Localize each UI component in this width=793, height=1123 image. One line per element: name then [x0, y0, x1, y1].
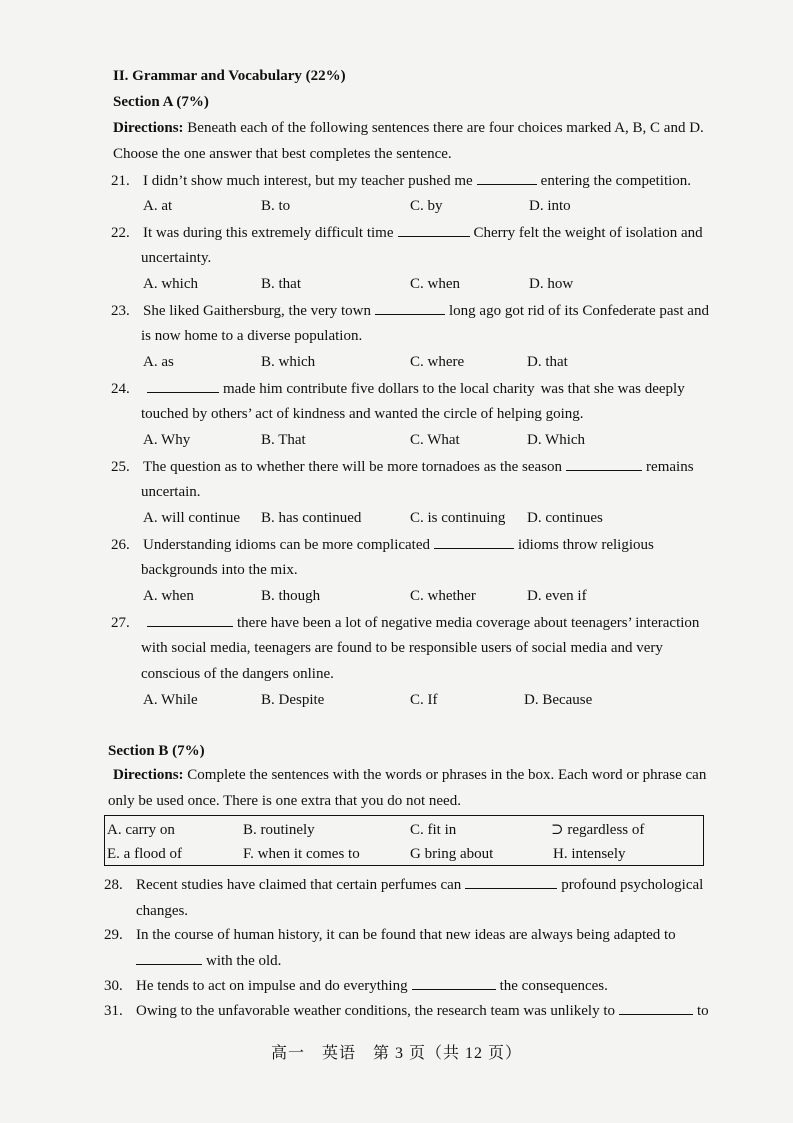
- word-bank-item: F. when it comes to: [243, 846, 360, 862]
- answer-blank[interactable]: [398, 222, 470, 237]
- question-text: made him contribute five dollars to the local charity: [223, 381, 535, 397]
- question-26-cont: backgrounds into the mix.: [141, 562, 298, 578]
- word-bank-item: B. routinely: [243, 822, 315, 838]
- directions-b-text-1: Complete the sentences with the words or phrases in the box. Each word or phrase can: [183, 767, 707, 783]
- question-text: to: [697, 1003, 709, 1019]
- question-text: I didn’t show much interest, but my teacher pushed me: [143, 173, 473, 189]
- answer-blank[interactable]: [412, 975, 496, 990]
- option-b[interactable]: B. though: [261, 588, 321, 604]
- option-d[interactable]: D. Which: [527, 432, 586, 448]
- question-text: was that she was deeply: [540, 381, 685, 397]
- question-text: with the old.: [206, 953, 282, 969]
- answer-blank[interactable]: [375, 300, 445, 315]
- question-number: 25.: [111, 459, 130, 475]
- question-text: idioms throw religious: [518, 537, 654, 553]
- question-text: profound psychological: [561, 877, 704, 893]
- word-bank-item: G bring about: [410, 846, 494, 862]
- page-footer: 高一 英语 第 3 页（共 12 页）: [270, 1045, 522, 1062]
- question-text: Recent studies have claimed that certain perfumes can: [136, 877, 462, 893]
- option-b[interactable]: B. that: [261, 276, 301, 292]
- question-text: the consequences.: [499, 978, 608, 994]
- option-d[interactable]: D. continues: [527, 510, 603, 526]
- word-bank-box: [104, 815, 704, 866]
- option-c[interactable]: C. is continuing: [410, 510, 506, 526]
- question-27-cont-2: conscious of the dangers online.: [141, 666, 334, 682]
- option-c[interactable]: C. whether: [410, 588, 476, 604]
- question-31: [104, 1000, 709, 1021]
- question-24-cont: touched by others’ act of kindness and wanted the circle of helping going.: [141, 406, 584, 422]
- question-28-cont: changes.: [136, 903, 189, 919]
- question-29-cont: [136, 950, 281, 971]
- option-d[interactable]: D. how: [529, 276, 574, 292]
- directions-a-label: Directions:: [113, 120, 184, 136]
- option-b[interactable]: B. That: [261, 432, 306, 448]
- option-b[interactable]: B. has continued: [261, 510, 362, 526]
- answer-blank[interactable]: [147, 612, 233, 627]
- directions-a-line-2: Choose the one answer that best completes the sentence.: [113, 146, 452, 162]
- question-number: 27.: [111, 615, 130, 631]
- question-25-cont: uncertain.: [141, 484, 201, 500]
- question-text: entering the competition.: [540, 173, 692, 189]
- word-bank-item: ⊃ regardless of: [551, 822, 645, 838]
- option-a[interactable]: A. at: [143, 198, 173, 214]
- question-text: It was during this extremely difficult time: [143, 225, 394, 241]
- word-bank-item: E. a flood of: [107, 846, 182, 862]
- part-title: II. Grammar and Vocabulary (22%): [113, 68, 346, 84]
- question-text: long ago got rid of its Confederate past and: [449, 303, 709, 319]
- question-text: In the course of human history, it can be found that new ideas are always being adapted to: [136, 927, 676, 943]
- option-d[interactable]: D. that: [527, 354, 568, 370]
- option-c[interactable]: C. where: [410, 354, 465, 370]
- option-b[interactable]: B. Despite: [261, 692, 325, 708]
- question-number: 23.: [111, 303, 130, 319]
- question-text: She liked Gaithersburg, the very town: [143, 303, 372, 319]
- question-text: Owing to the unfavorable weather conditions, the research team was unlikely to: [136, 1003, 616, 1019]
- option-b[interactable]: B. which: [261, 354, 316, 370]
- question-22: [111, 222, 715, 243]
- directions-a-text-1: Beneath each of the following sentences there are four choices marked A, B, C and D.: [183, 120, 704, 136]
- question-24: [111, 378, 685, 399]
- question-text: Cherry felt the weight of isolation and: [473, 225, 703, 241]
- answer-blank[interactable]: [465, 874, 557, 889]
- question-26: [111, 534, 654, 555]
- question-text: remains: [646, 459, 694, 475]
- question-29: [104, 925, 676, 945]
- question-text: there have been a lot of negative media coverage about teenagers’ interaction: [237, 615, 700, 631]
- question-22-cont: uncertainty.: [141, 250, 212, 266]
- word-bank-item: C. fit in: [410, 822, 457, 838]
- question-text: He tends to act on impulse and do everything: [136, 978, 408, 994]
- answer-blank[interactable]: [566, 456, 642, 471]
- section-b-title: Section B (7%): [108, 743, 205, 759]
- question-text: Understanding idioms can be more complicated: [143, 537, 430, 553]
- question-21: [111, 170, 691, 191]
- answer-blank[interactable]: [619, 1000, 693, 1015]
- option-a[interactable]: A. Why: [143, 432, 191, 448]
- option-a[interactable]: A. will continue: [143, 510, 241, 526]
- word-bank-item: H. intensely: [553, 846, 626, 862]
- question-25: [111, 456, 694, 477]
- question-28: [104, 874, 703, 895]
- word-bank-item: A. carry on: [107, 822, 175, 838]
- option-d[interactable]: D. into: [529, 198, 571, 214]
- question-23-cont: is now home to a diverse population.: [141, 328, 363, 344]
- option-b[interactable]: B. to: [261, 198, 291, 214]
- answer-blank[interactable]: [136, 950, 202, 965]
- question-text: The question as to whether there will be more tornadoes as the season: [143, 459, 563, 475]
- option-d[interactable]: D. Because: [524, 692, 593, 708]
- option-a[interactable]: A. While: [143, 692, 198, 708]
- question-30: [104, 975, 608, 996]
- answer-blank[interactable]: [434, 534, 514, 549]
- directions-b-label: Directions:: [113, 767, 184, 783]
- question-number: 28.: [104, 877, 123, 893]
- option-c[interactable]: C. by: [410, 198, 443, 214]
- question-23: [111, 300, 709, 321]
- question-number: 21.: [111, 173, 130, 189]
- section-a-title: Section A (7%): [113, 94, 209, 110]
- option-a[interactable]: A. as: [143, 354, 174, 370]
- answer-blank[interactable]: [147, 378, 219, 393]
- question-number: 24.: [111, 381, 130, 397]
- question-number: 30.: [104, 978, 123, 994]
- option-c[interactable]: C. What: [410, 432, 460, 448]
- question-27-cont-1: with social media, teenagers are found to be responsible users of social media and very: [141, 640, 663, 656]
- option-a[interactable]: A. which: [143, 276, 198, 292]
- option-a[interactable]: A. when: [143, 588, 194, 604]
- question-number: 29.: [104, 927, 123, 943]
- question-27: [111, 612, 699, 633]
- option-c[interactable]: C. when: [410, 276, 460, 292]
- answer-blank[interactable]: [477, 170, 537, 185]
- directions-a-line-1: [113, 118, 704, 138]
- option-d[interactable]: D. even if: [527, 588, 587, 604]
- question-number: 22.: [111, 225, 130, 241]
- question-number: 26.: [111, 537, 130, 553]
- directions-b-line-1: [113, 765, 706, 785]
- directions-b-line-2: only be used once. There is one extra that you do not need.: [108, 793, 461, 809]
- option-c[interactable]: C. If: [410, 692, 438, 708]
- question-number: 31.: [104, 1003, 123, 1019]
